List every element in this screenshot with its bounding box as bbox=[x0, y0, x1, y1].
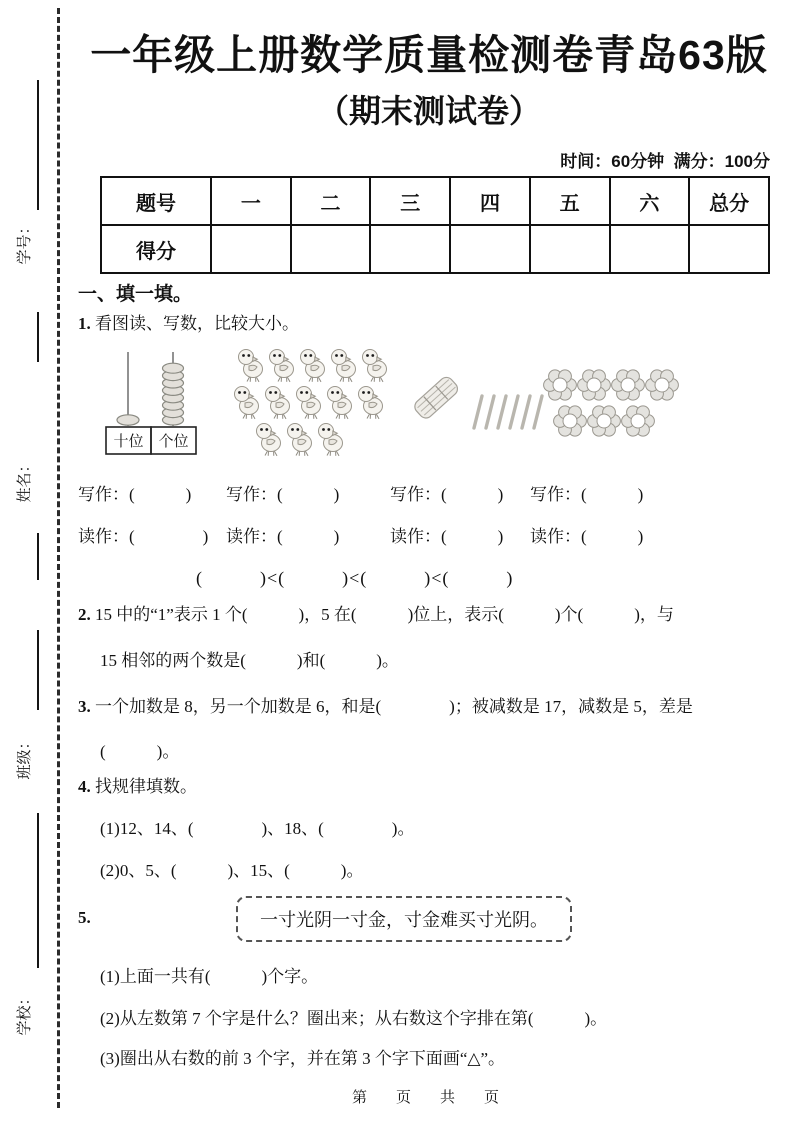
question-2-body: 15 中的“1”表示 1 个( )，5 在( )位上，表示( )个( )，与 bbox=[90, 605, 674, 624]
score-cell-empty bbox=[530, 225, 610, 273]
score-table-cell-4: 四 bbox=[450, 177, 530, 225]
score-table-cell-2: 二 bbox=[291, 177, 371, 225]
seal-column bbox=[0, 0, 70, 1122]
score-table-cell-5: 五 bbox=[530, 177, 610, 225]
school-blank-line bbox=[37, 813, 39, 968]
question-3-line2: ( )。 bbox=[100, 742, 180, 761]
place-value-abacus-figure bbox=[96, 346, 214, 465]
score-cell-empty bbox=[450, 225, 530, 273]
paper-title: 一年级上册数学质量检测卷青岛63版 bbox=[90, 32, 768, 78]
chicks-svg bbox=[233, 348, 401, 462]
write-as-row bbox=[78, 480, 780, 505]
score-table-header-row bbox=[101, 177, 769, 225]
svg-text:个位: 个位 bbox=[158, 434, 189, 450]
score-cell-empty bbox=[211, 225, 291, 273]
question-4-item-2: (2)0、5、( )、15、( )。 bbox=[100, 861, 364, 880]
read-as-blank-1: 读作：( ) bbox=[78, 527, 209, 546]
read-as-blank-3: 读作：( ) bbox=[390, 527, 504, 546]
compare-blanks-line: ( )<( )<( )<( ) bbox=[196, 568, 514, 588]
question-4-body: 找规律填数。 bbox=[90, 777, 197, 796]
score-cell-empty bbox=[610, 225, 690, 273]
question-1-number: 1. bbox=[78, 314, 91, 333]
paper-content bbox=[78, 0, 780, 1122]
class-label: 班级： bbox=[17, 734, 33, 780]
question-1-body: 看图读、写数，比较大小。 bbox=[90, 314, 299, 333]
question-3-number: 3. bbox=[78, 697, 91, 716]
paper-subtitle: （期末测试卷） bbox=[316, 93, 541, 129]
proverb-box: 一寸光阴一寸金，寸金难买寸光阴。 bbox=[236, 896, 572, 942]
read-as-row bbox=[78, 522, 780, 547]
write-as-blank-3: 写作：( ) bbox=[390, 485, 504, 504]
seal-cut-line bbox=[57, 8, 60, 1108]
flowers-svg bbox=[543, 368, 689, 442]
read-as-blank-2: 读作：( ) bbox=[226, 527, 340, 546]
score-table-cell-question-no: 题号 bbox=[101, 177, 211, 225]
question-2-line2: 15 相邻的两个数是( )和( )。 bbox=[100, 651, 399, 670]
question-5-number: 5. bbox=[78, 908, 91, 927]
write-as-blank-1: 写作：( ) bbox=[78, 485, 192, 504]
name-blank-line-2 bbox=[37, 533, 39, 580]
time-score-info: 时间：60分钟 满分：100分 bbox=[560, 152, 770, 171]
question-4-number: 4. bbox=[78, 777, 91, 796]
score-row-label: 得分 bbox=[101, 225, 211, 273]
question-5-item-2: (2)从左数第 7 个字是什么？圈出来；从右数这个字排在第( )。 bbox=[100, 1009, 608, 1028]
write-as-blank-2: 写作：( ) bbox=[226, 485, 340, 504]
score-table-cell-6: 六 bbox=[610, 177, 690, 225]
chicks-figure bbox=[233, 348, 401, 467]
question-4-title bbox=[78, 776, 780, 798]
svg-text:十位: 十位 bbox=[113, 434, 144, 450]
score-cell-empty bbox=[291, 225, 371, 273]
question-5-row bbox=[78, 896, 780, 944]
name-label: 姓名： bbox=[17, 457, 33, 503]
question-3-line1 bbox=[78, 696, 780, 718]
flowers-figure bbox=[543, 368, 689, 447]
question-1-text bbox=[78, 313, 780, 335]
student-id-label: 学号： bbox=[17, 219, 33, 265]
question-1-illustrations bbox=[78, 346, 780, 464]
class-blank-line bbox=[37, 630, 39, 710]
abacus-svg bbox=[96, 346, 214, 460]
score-table-cell-3: 三 bbox=[370, 177, 450, 225]
page-footer: 第 页 共 页 bbox=[351, 1089, 506, 1106]
question-5-item-3: (3)圈出从右数的前 3 个字，并在第 3 个字下面画“△”。 bbox=[100, 1049, 505, 1068]
question-5-item-1: (1)上面一共有( )个字。 bbox=[100, 967, 319, 986]
school-label: 学校： bbox=[17, 990, 33, 1036]
score-cell-empty bbox=[370, 225, 450, 273]
student-id-blank-line bbox=[37, 80, 39, 210]
question-4-item-1: (1)12、14、( )、18、( )。 bbox=[100, 819, 415, 838]
read-as-blank-4: 读作：( ) bbox=[530, 527, 644, 546]
name-blank-line bbox=[37, 312, 39, 362]
score-table-cell-1: 一 bbox=[211, 177, 291, 225]
section-one-title: 一、填一填。 bbox=[78, 284, 193, 305]
score-table-cell-total: 总分 bbox=[689, 177, 769, 225]
question-3-body: 一个加数是 8，另一个加数是 6，和是( )；被减数是 17，减数是 5，差是 bbox=[90, 697, 693, 716]
write-as-blank-4: 写作：( ) bbox=[530, 485, 644, 504]
score-table bbox=[100, 176, 770, 274]
question-2-number: 2. bbox=[78, 605, 91, 624]
score-table-score-row bbox=[101, 225, 769, 273]
question-2-line1 bbox=[78, 604, 780, 626]
score-cell-empty bbox=[689, 225, 769, 273]
